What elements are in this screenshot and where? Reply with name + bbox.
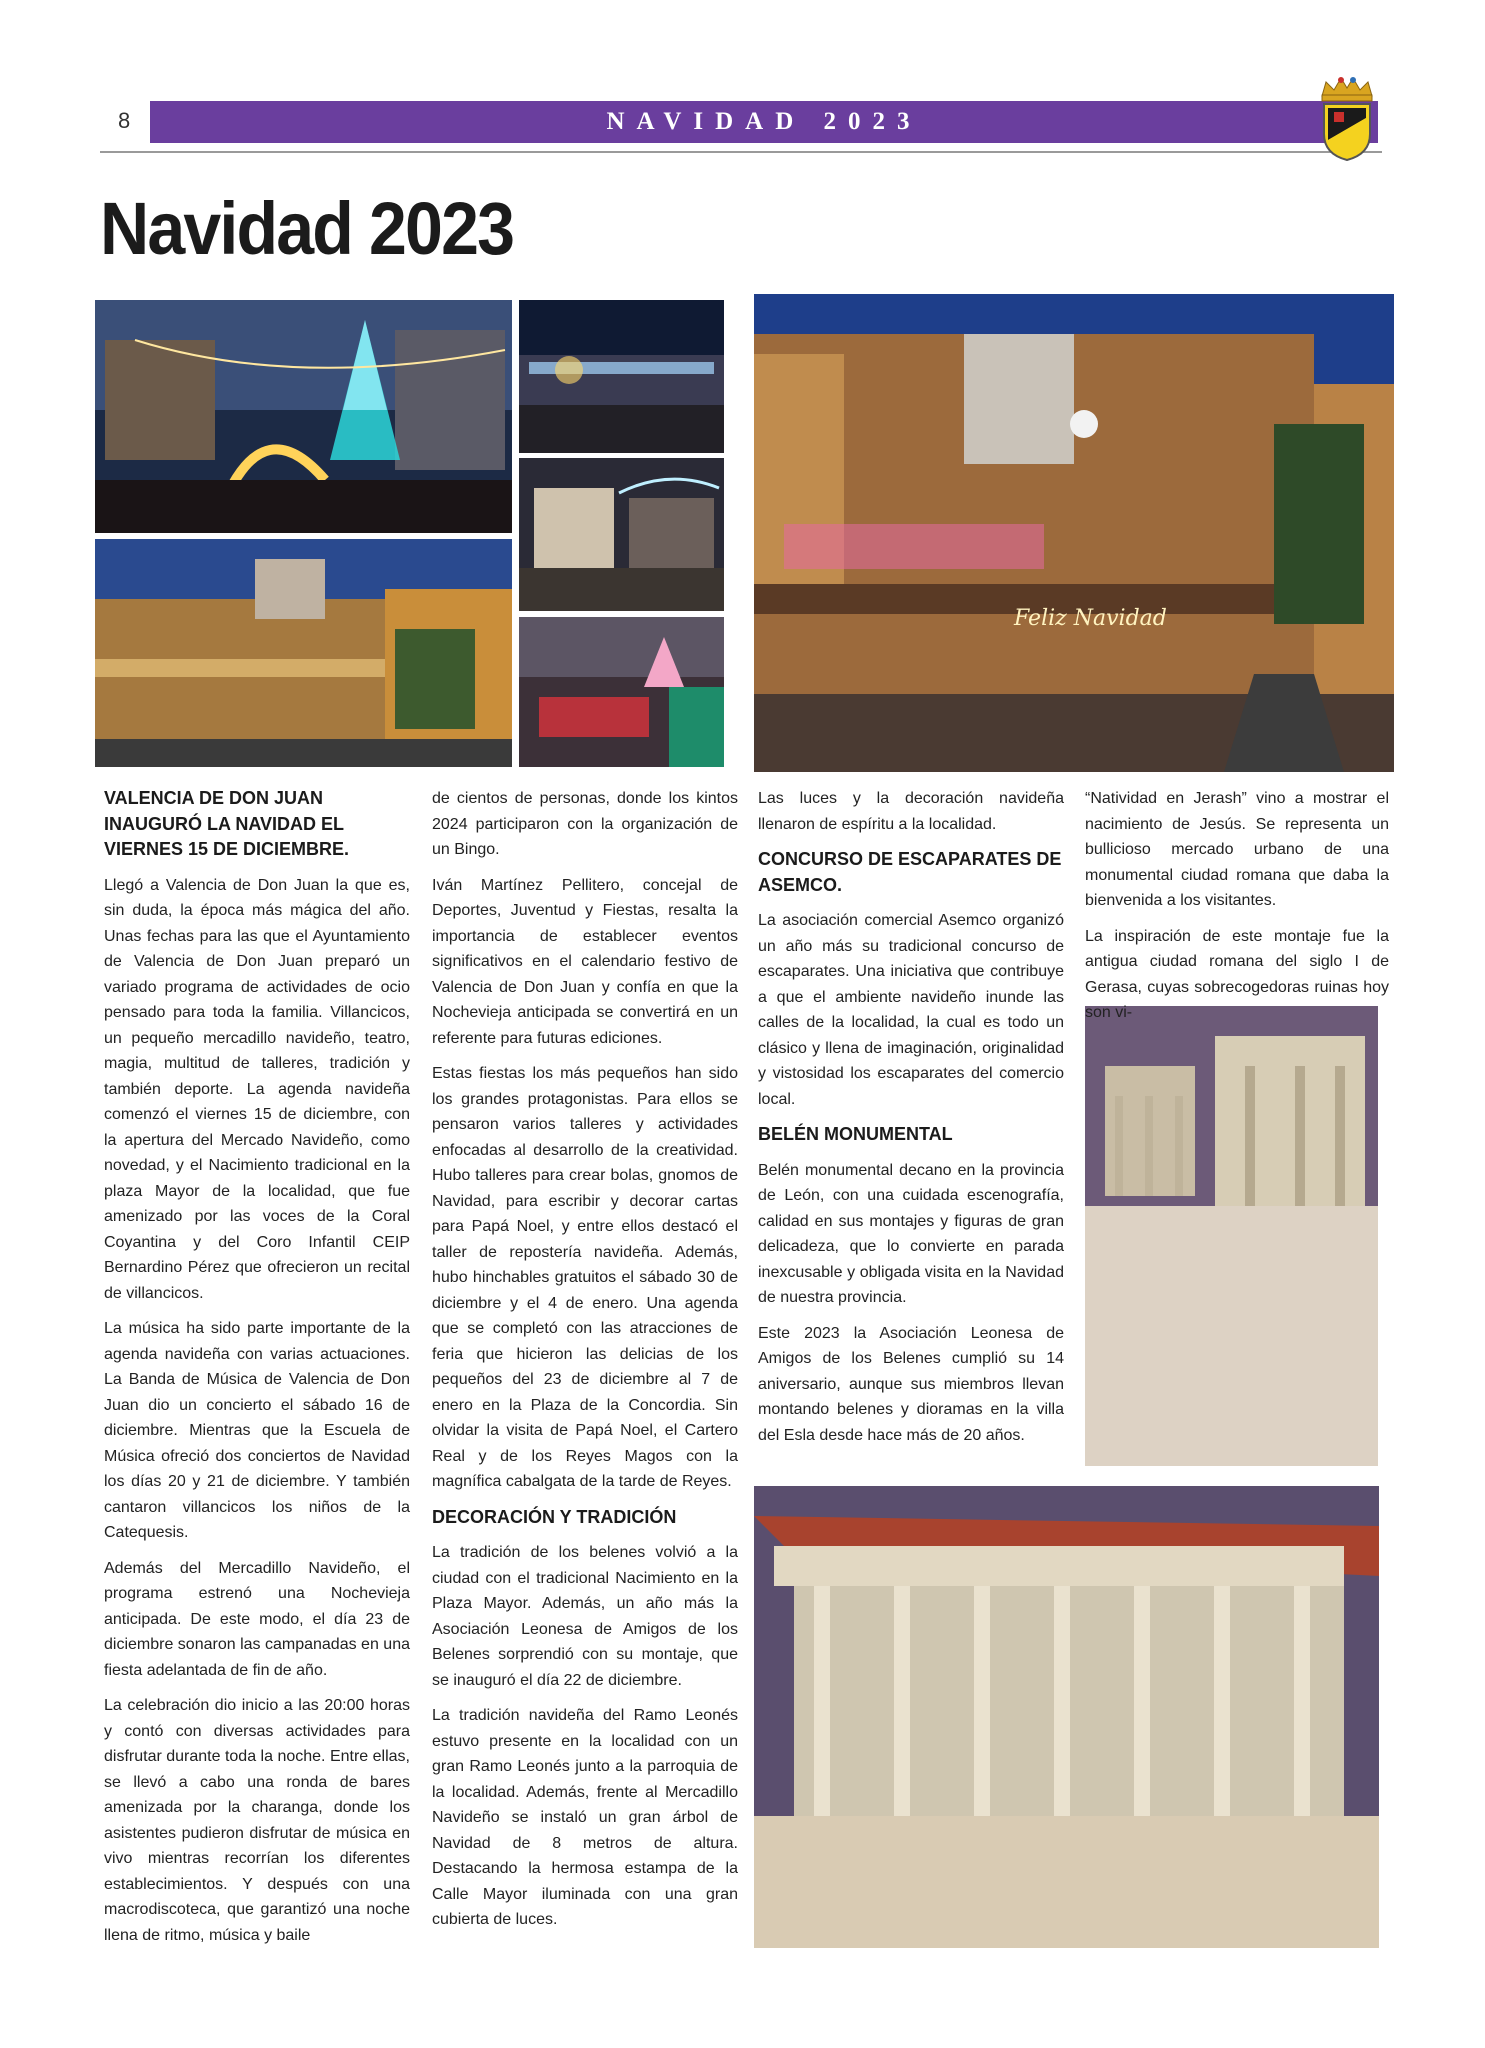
paragraph: “Natividad en Jerash” vino a mostrar el nacimiento de Jesús. Se representa un bullicioso mercado urbano de una monumental ciudad romana que daba la bienvenida a los visitantes. <box>1085 790 1389 909</box>
photo-xmas-market-stall <box>519 617 724 767</box>
page-number: 8 <box>118 108 131 133</box>
paragraph: Estas fiestas los más pequeños han sido los grandes protagonistas. Para ellos se pensaron varios talleres y actividades enfocadas al desarrollo de la creatividad. Hubo talleres para crear bolas, gnomos de Navidad, para escribir y decorar cartas para Papá Noel, y entre ellos destacó el taller de repostería navideña. Además, hubo hinchables gratuitos el sábado 30 de diciembre y el 4 de enero. Una agenda que se completó con las atracciones de feria que hicieron las delicias de los pequeños del 23 de diciembre al 7 de enero en la Plaza de la Concordia. Sin olvidar la visita de Papá Noel, el Cartero Real y de los Reyes Magos con la magnífica cabalgata de la tarde de Reyes. <box>432 1065 738 1490</box>
paragraph: La celebración dio inicio a las 20:00 horas y contó con diversas actividades para disfrutar durante toda la noche. Entre ellas, se llevó a cabo una ronda de bares amenizada por la charanga, donde los asistentes pudieron disfrutar de música en vivo mientras recorrían los diferentes establecimientos. Y después con una macrodiscoteca, que garantizó una noche llena de ritmo, música y baile <box>104 1697 410 1944</box>
photo-town-hall-feliz-navidad <box>754 294 1394 772</box>
photo-town-hall-small <box>95 539 512 767</box>
paragraph: Llegó a Valencia de Don Juan la que es, sin duda, la época más mágica del año. Unas fechas para las que el Ayuntamiento de Valencia de Don Juan preparó un variado programa de actividades de ocio pensado para toda la familia. Villancicos, un pequeño mercadillo navideño, teatro, magia, multitud de talleres, tradición y también deporte. La agenda navideña comenzó el viernes 15 de diciembre, con la apertura del Mercado Navideño, como novedad, y el Nacimiento tradicional en la plaza Mayor de la localidad, que fue amenizado por las voces de la Coral Coyantina y del Coro Infantil CEIP Bernardino Pérez que ofrecieron un recital de villancicos. <box>104 876 410 1302</box>
paragraph: La tradición de los belenes volvió a la ciudad con el tradicional Nacimiento en la Plaza Mayor. Además, un año más la Asociación Leonesa de Amigos de los Belenes sorprendió con su montaje, que se inauguró el día 22 de diciembre. <box>432 1544 738 1689</box>
paragraph: La inspiración de este montaje fue la antigua ciudad romana del siglo I de Gerasa, cuyas sobrecogedoras ruinas hoy son vi- <box>1085 927 1389 1021</box>
photo-plaza-christmas-tree <box>95 300 512 533</box>
paragraph: Iván Martínez Pellitero, concejal de Deportes, Juventud y Fiestas, resalta la importancia de establecer eventos significativos en el calendario festivo de Valencia de Don Juan y confía en que la Nochevieja anticipada se convertirá en un referente para futuras ediciones. <box>432 876 738 1047</box>
article-column-2 <box>432 786 738 1943</box>
paragraph: La música ha sido parte importante de la agenda navideña con varias actuaciones. La Banda de Música de Valencia de Don Juan dio un concierto el sábado 16 de diciembre. Mientras que la Escuela de Música ofreció dos conciertos de Navidad los días 20 y 21 de diciembre. Y también cantaron villancicos los niños de la Catequesis. <box>104 1320 410 1541</box>
article-heading-inauguration: VALENCIA DE DON JUAN INAUGURÓ LA NAVIDAD EL VIERNES 15 DE DICIEMBRE. <box>104 788 350 859</box>
article-column-3 <box>758 786 1064 1458</box>
paragraph: Este 2023 la Asociación Leonesa de Amigos de los Belenes cumplió su 14 aniversario, aunque sus miembros llevan montando belenes y dioramas en la villa del Esla desde hace más de 20 años. <box>758 1324 1064 1444</box>
header-rule <box>100 151 1382 153</box>
photo-street-lights-night <box>519 300 724 453</box>
paragraph: Las luces y la decoración navideña llenaron de espíritu a la localidad. <box>758 790 1064 833</box>
article-heading-nativity: BELÉN MONUMENTAL <box>758 1124 953 1144</box>
article-column-4 <box>1085 786 1389 1036</box>
article-heading-decoration: DECORACIÓN Y TRADICIÓN <box>432 1506 677 1527</box>
article-column-1 <box>104 786 410 1958</box>
coat-of-arms-icon <box>1314 74 1380 162</box>
article-heading-shop-windows: CONCURSO DE ESCAPARATES DE ASEMCO. <box>758 849 1062 895</box>
paragraph: La asociación comercial Asemco organizó un año más su tradicional concurso de escaparates. Una iniciativa que contribuye a que el ambiente navideño inunde las calles de la localidad, la cual es todo un clásico y llena de imaginación, originalidad y vistosidad los escaparates del comercio local. <box>758 912 1064 1108</box>
photo-roman-portico-diorama <box>754 1486 1379 1948</box>
feliz-navidad-sign: Feliz Navidad <box>1014 606 1167 631</box>
section-banner: NAVIDAD 2023 <box>150 101 1378 143</box>
photo-roman-ruins-diorama <box>1085 1006 1378 1466</box>
paragraph: de cientos de personas, donde los kintos 2024 participaron con la organización de un Bingo. <box>432 790 738 858</box>
photo-nativity-booths <box>519 458 724 611</box>
paragraph: La tradición navideña del Ramo Leonés estuvo presente en la localidad con un gran Ramo Leonés junto a la parroquia de la localidad. Además, frente al Mercadillo Navideño se instaló un gran árbol de Navidad de 8 metros de altura. Destacando la hermosa estampa de la Calle Mayor iluminada con una gran cubierta de luces. <box>432 1707 738 1928</box>
paragraph: Belén monumental decano en la provincia de León, con una cuidada escenografía, calidad en sus montajes y figuras de gran delicadeza, que lo convierte en parada inexcusable y obligada visita en la Navidad de nuestra provincia. <box>758 1161 1064 1306</box>
paragraph: Además del Mercadillo Navideño, el programa estrenó una Nochevieja anticipada. De este modo, el día 23 de diciembre sonaron las campanadas en una fiesta adelantada de fin de año. <box>104 1559 410 1679</box>
page-title: Navidad 2023 <box>100 187 514 270</box>
